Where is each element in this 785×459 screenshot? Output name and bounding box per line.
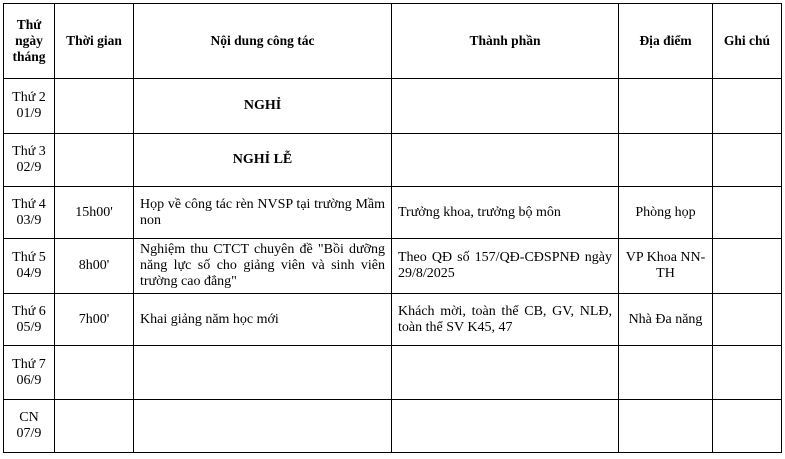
content-cell: Nghiệm thu CTCT chuyên đề "Bồi dưỡng năng lực số cho giảng viên và sinh viên trường cao đẳng"	[134, 239, 392, 294]
place-cell	[619, 79, 713, 134]
note-cell	[713, 187, 782, 239]
weekly-schedule-table	[3, 3, 782, 453]
header-time: Thời gian	[55, 4, 134, 79]
header-members: Thành phần	[392, 4, 619, 79]
place-cell	[619, 400, 713, 453]
note-cell	[713, 400, 782, 453]
content-cell: Họp về công tác rèn NVSP tại trường Mầm non	[134, 187, 392, 239]
time-cell	[55, 79, 134, 134]
content-cell: Khai giảng năm học mới	[134, 294, 392, 346]
table-row	[4, 400, 782, 453]
day-cell: Thứ 7 06/9	[4, 346, 55, 400]
members-cell	[392, 134, 619, 187]
time-cell	[55, 400, 134, 453]
day-cell: Thứ 4 03/9	[4, 187, 55, 239]
time-cell: 8h00'	[55, 239, 134, 294]
day-cell: Thứ 3 02/9	[4, 134, 55, 187]
place-cell: Phòng họp	[619, 187, 713, 239]
note-cell	[713, 239, 782, 294]
note-cell	[713, 346, 782, 400]
content-cell: NGHỈ	[134, 79, 392, 134]
members-cell	[392, 346, 619, 400]
table-row	[4, 79, 782, 134]
place-cell: VP Khoa NN-TH	[619, 239, 713, 294]
header-content: Nội dung công tác	[134, 4, 392, 79]
members-cell	[392, 79, 619, 134]
time-cell: 15h00'	[55, 187, 134, 239]
day-cell: Thứ 5 04/9	[4, 239, 55, 294]
note-cell	[713, 134, 782, 187]
time-cell	[55, 134, 134, 187]
note-cell	[713, 79, 782, 134]
content-cell: NGHỈ LỄ	[134, 134, 392, 187]
table-row	[4, 346, 782, 400]
day-cell: Thứ 2 01/9	[4, 79, 55, 134]
table-row	[4, 294, 782, 346]
table-row	[4, 134, 782, 187]
members-cell	[392, 400, 619, 453]
place-cell	[619, 346, 713, 400]
table-row	[4, 187, 782, 239]
header-place: Địa điểm	[619, 4, 713, 79]
content-cell	[134, 400, 392, 453]
content-cell	[134, 346, 392, 400]
place-cell	[619, 134, 713, 187]
members-cell: Theo QĐ số 157/QĐ-CĐSPNĐ ngày 29/8/2025	[392, 239, 619, 294]
table-header-row	[4, 4, 782, 79]
table-row	[4, 239, 782, 294]
header-day: Thứ ngày tháng	[4, 4, 55, 79]
note-cell	[713, 294, 782, 346]
place-cell: Nhà Đa năng	[619, 294, 713, 346]
time-cell: 7h00'	[55, 294, 134, 346]
time-cell	[55, 346, 134, 400]
day-cell: Thứ 6 05/9	[4, 294, 55, 346]
header-note: Ghi chú	[713, 4, 782, 79]
members-cell: Khách mời, toàn thể CB, GV, NLĐ, toàn thể SV K45, 47	[392, 294, 619, 346]
members-cell: Trưởng khoa, trưởng bộ môn	[392, 187, 619, 239]
day-cell: CN 07/9	[4, 400, 55, 453]
